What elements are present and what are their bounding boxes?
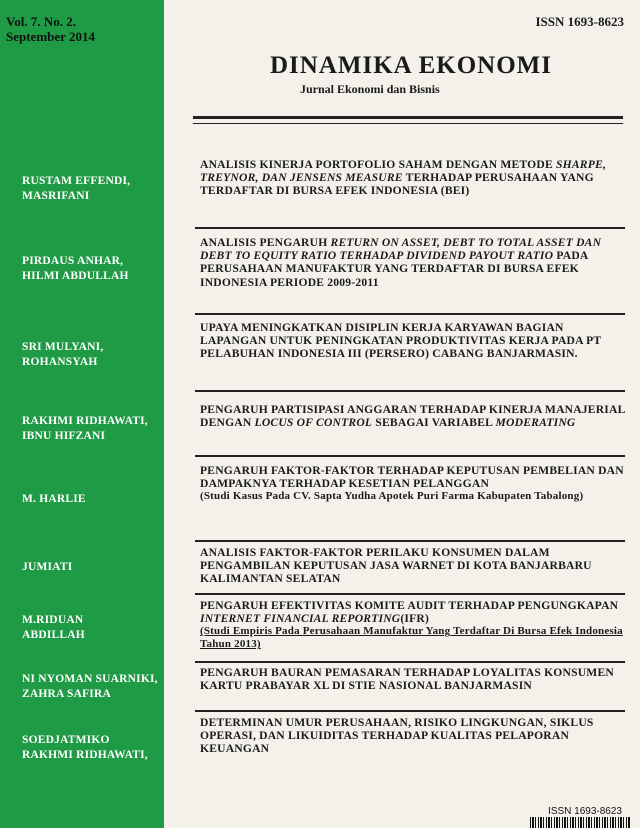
article-separator	[195, 455, 625, 457]
title-text: PENGARUH EFEKTIVITAS KOMITE AUDIT TERHADAP PENGUNGKAPAN	[200, 599, 619, 612]
article-subtitle: (Studi Empiris Pada Perusahaan Manufaktur Yang Terdaftar Di Bursa Efek Indonesia Tahun 2013)	[200, 625, 623, 651]
issue-date: September 2014	[6, 29, 95, 44]
article-9-title	[200, 716, 625, 756]
author-line: M. HARLIE	[22, 493, 86, 505]
article-separator	[195, 710, 625, 712]
author-line: RAKHMI RIDHAWATI,	[22, 749, 148, 761]
header-rule-thick	[193, 116, 623, 119]
author-line: ROHANSYAH	[22, 356, 98, 368]
author-line: M.RIDUAN	[22, 614, 84, 626]
article-subtitle: (Studi Kasus Pada CV. Sapta Yudha Apotek Puri Farma Kabupaten Tabalong)	[200, 490, 584, 503]
title-italic: LOCUS OF CONTROL	[254, 416, 373, 430]
author-line: JUMIATI	[22, 561, 73, 573]
article-separator	[195, 313, 625, 315]
author-line: NI NYOMAN SUARNIKI,	[22, 673, 158, 685]
article-5-title	[200, 464, 625, 503]
author-line: SOEDJATMIKO	[22, 734, 110, 746]
title-text: PENGARUH BAURAN PEMASARAN TERHADAP LOYALITAS KONSUMEN KARTU PRABAYAR XL DI STIE NASIONAL BANJARMASIN	[200, 666, 614, 693]
author-line: HILMI ABDULLAH	[22, 270, 129, 282]
article-9-authors	[22, 733, 162, 763]
title-text: ANALISIS PENGARUH	[200, 236, 331, 249]
issn-top: ISSN 1693-8623	[535, 14, 624, 29]
journal-title: DINAMIKA EKONOMI	[270, 52, 552, 79]
title-text: (IFR)	[400, 612, 430, 626]
article-8-title	[200, 666, 625, 692]
article-4-title	[200, 403, 625, 429]
title-text: SEBAGAI VARIABEL	[372, 416, 496, 430]
author-line: ZAHRA SAFIRA	[22, 688, 111, 700]
author-line: RAKHMI RIDHAWATI,	[22, 415, 148, 427]
title-text: TERHADAP PERUSAHAAN YANG TERDAFTAR DI BURSA EFEK INDONESIA (BEI)	[200, 171, 594, 198]
article-6-authors	[22, 560, 162, 575]
article-7-authors	[22, 613, 162, 643]
article-3-authors	[22, 340, 162, 370]
title-italic: RETURN ON ASSET, DEBT TO TOTAL ASSET DAN DEBT TO EQUITY RATIO TERHADAP DIVIDEND PAYOUT RATIO	[200, 236, 602, 263]
title-italic: SHARPE, TREYNOR, DAN JENSENS MEASURE	[200, 158, 607, 185]
author-line: RUSTAM EFFENDI,	[22, 175, 131, 187]
title-italic: INTERNET FINANCIAL REPORTING	[200, 612, 401, 626]
volume-info	[6, 14, 95, 44]
barcode	[530, 817, 630, 828]
article-separator	[195, 540, 625, 542]
title-text: PENGARUH FAKTOR-FAKTOR TERHADAP KEPUTUSAN PEMBELIAN DAN DAMPAKNYA TERHADAP KESETIAN PELANGGAN	[200, 464, 624, 491]
volume-number: Vol. 7. No. 2.	[6, 14, 76, 29]
author-line: IBNU HIFZANI	[22, 430, 106, 442]
article-separator	[195, 593, 625, 595]
author-line: PIRDAUS ANHAR,	[22, 255, 124, 267]
author-line: SRI MULYANI,	[22, 341, 104, 353]
article-4-authors	[22, 414, 162, 444]
title-text: ANALISIS KINERJA PORTOFOLIO SAHAM DENGAN METODE	[200, 158, 556, 171]
title-italic: MODERATING	[495, 416, 576, 430]
article-separator	[195, 390, 625, 392]
barcode-issn: ISSN 1693-8623	[548, 806, 622, 817]
article-2-authors	[22, 254, 162, 284]
article-8-authors	[22, 672, 162, 702]
article-7-title	[200, 599, 625, 651]
journal-subtitle: Jurnal Ekonomi dan Bisnis	[300, 82, 440, 96]
article-5-authors	[22, 492, 162, 507]
article-6-title	[200, 546, 625, 586]
article-2-title	[200, 236, 625, 289]
title-text: ANALISIS FAKTOR-FAKTOR PERILAKU KONSUMEN DALAM PENGAMBILAN KEPUTUSAN JASA WARNET DI KOTA BANJARBARU KALIMANTAN SELATAN	[200, 546, 592, 586]
title-text: PENGARUH PARTISIPASI ANGGARAN TERHADAP KINERJA MANAJERIAL DENGAN	[200, 403, 625, 430]
article-1-title	[200, 158, 625, 198]
article-separator	[195, 227, 625, 229]
article-3-title	[200, 321, 625, 361]
title-text: UPAYA MENINGKATKAN DISIPLIN KERJA KARYAWAN BAGIAN LAPANGAN UNTUK PENINGKATAN PRODUKTIVITAS KERJA PADA PT PELABUHAN INDONESIA III (PERSERO) CABANG BANJARMASIN.	[200, 321, 602, 361]
author-line: ABDILLAH	[22, 629, 85, 641]
title-text: DETERMINAN UMUR PERUSAHAAN, RISIKO LINGKUNGAN, SIKLUS OPERASI, DAN LIKUIDITAS TERHADAP KUALITAS PELAPORAN KEUANGAN	[200, 716, 594, 756]
header-rule-thin	[193, 123, 623, 124]
title-text: PADA PERUSAHAAN MANUFAKTUR YANG TERDAFTAR DI BURSA EFEK INDONESIA PERIODE 2009-2011	[200, 249, 588, 289]
article-1-authors	[22, 174, 162, 204]
author-line: MASRIFANI	[22, 190, 90, 202]
article-separator	[195, 661, 625, 663]
